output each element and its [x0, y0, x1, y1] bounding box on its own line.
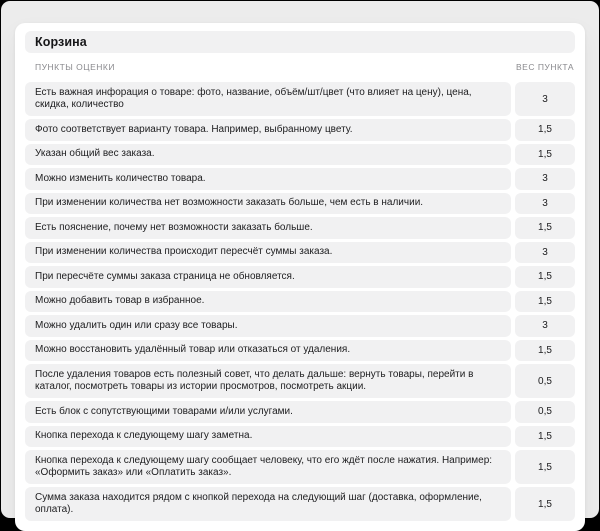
criteria-cell: Есть пояснение, почему нет возможности заказать больше.	[25, 217, 511, 239]
weight-cell: 1,5	[515, 217, 575, 239]
criteria-cell: Можно изменить количество товара.	[25, 168, 511, 190]
column-header-weight: ВЕС ПУНКТА	[515, 62, 575, 72]
criteria-cell: Указан общий вес заказа.	[25, 144, 511, 166]
table-row	[25, 119, 575, 141]
table-row	[25, 315, 575, 337]
table-row	[25, 450, 575, 484]
table-row	[25, 168, 575, 190]
weight-cell: 1,5	[515, 487, 575, 521]
table-row	[25, 266, 575, 288]
criteria-cell: Есть блок с сопутствующими товарами и/или услугами.	[25, 401, 511, 423]
criteria-cell: Сумма заказа находится рядом с кнопкой перехода на следующий шаг (доставка, оформление, оплата).	[25, 487, 511, 521]
checklist-card	[15, 23, 585, 531]
criteria-cell: Фото соответствует варианту товара. Например, выбранному цвету.	[25, 119, 511, 141]
checklist-rows	[25, 82, 575, 521]
weight-cell: 1,5	[515, 426, 575, 448]
table-row	[25, 217, 575, 239]
criteria-cell: При пересчёте суммы заказа страница не обновляется.	[25, 266, 511, 288]
table-header-row	[25, 60, 575, 74]
criteria-cell: Кнопка перехода к следующему шагу заметна.	[25, 426, 511, 448]
table-row	[25, 487, 575, 521]
weight-cell: 1,5	[515, 266, 575, 288]
weight-cell: 1,5	[515, 119, 575, 141]
weight-cell: 3	[515, 242, 575, 264]
weight-cell: 3	[515, 315, 575, 337]
section-header	[25, 31, 575, 53]
criteria-cell: Кнопка перехода к следующему шагу сообщает человеку, что его ждёт после нажатия. Например: «Оформить заказ» или «Оплатить заказ».	[25, 450, 511, 484]
section-title: Корзина	[35, 35, 87, 49]
column-header-criteria: ПУНКТЫ ОЦЕНКИ	[35, 62, 115, 72]
table-row	[25, 82, 575, 116]
table-row	[25, 426, 575, 448]
weight-cell: 1,5	[515, 340, 575, 362]
table-row	[25, 242, 575, 264]
table-row	[25, 364, 575, 398]
criteria-cell: После удаления товаров есть полезный совет, что делать дальше: вернуть товары, перейти в каталог, посмотреть товары из истории просмотров, посмотреть акции.	[25, 364, 511, 398]
criteria-cell: Есть важная инфорация о товаре: фото, название, объём/шт/цвет (что влияет на цену), цена, скидка, количество	[25, 82, 511, 116]
weight-cell: 3	[515, 193, 575, 215]
table-row	[25, 340, 575, 362]
weight-cell: 0,5	[515, 401, 575, 423]
table-row	[25, 144, 575, 166]
criteria-cell: Можно восстановить удалённый товар или отказаться от удаления.	[25, 340, 511, 362]
criteria-cell: Можно удалить один или сразу все товары.	[25, 315, 511, 337]
table-row	[25, 401, 575, 423]
weight-cell: 1,5	[515, 144, 575, 166]
table-row	[25, 193, 575, 215]
criteria-cell: При изменении количества нет возможности заказать больше, чем есть в наличии.	[25, 193, 511, 215]
weight-cell: 0,5	[515, 364, 575, 398]
weight-cell: 1,5	[515, 291, 575, 313]
weight-cell: 1,5	[515, 450, 575, 484]
weight-cell: 3	[515, 82, 575, 116]
weight-cell: 3	[515, 168, 575, 190]
criteria-cell: Можно добавить товар в избранное.	[25, 291, 511, 313]
app-backdrop	[1, 1, 599, 518]
table-row	[25, 291, 575, 313]
criteria-cell: При изменении количества происходит пересчёт суммы заказа.	[25, 242, 511, 264]
